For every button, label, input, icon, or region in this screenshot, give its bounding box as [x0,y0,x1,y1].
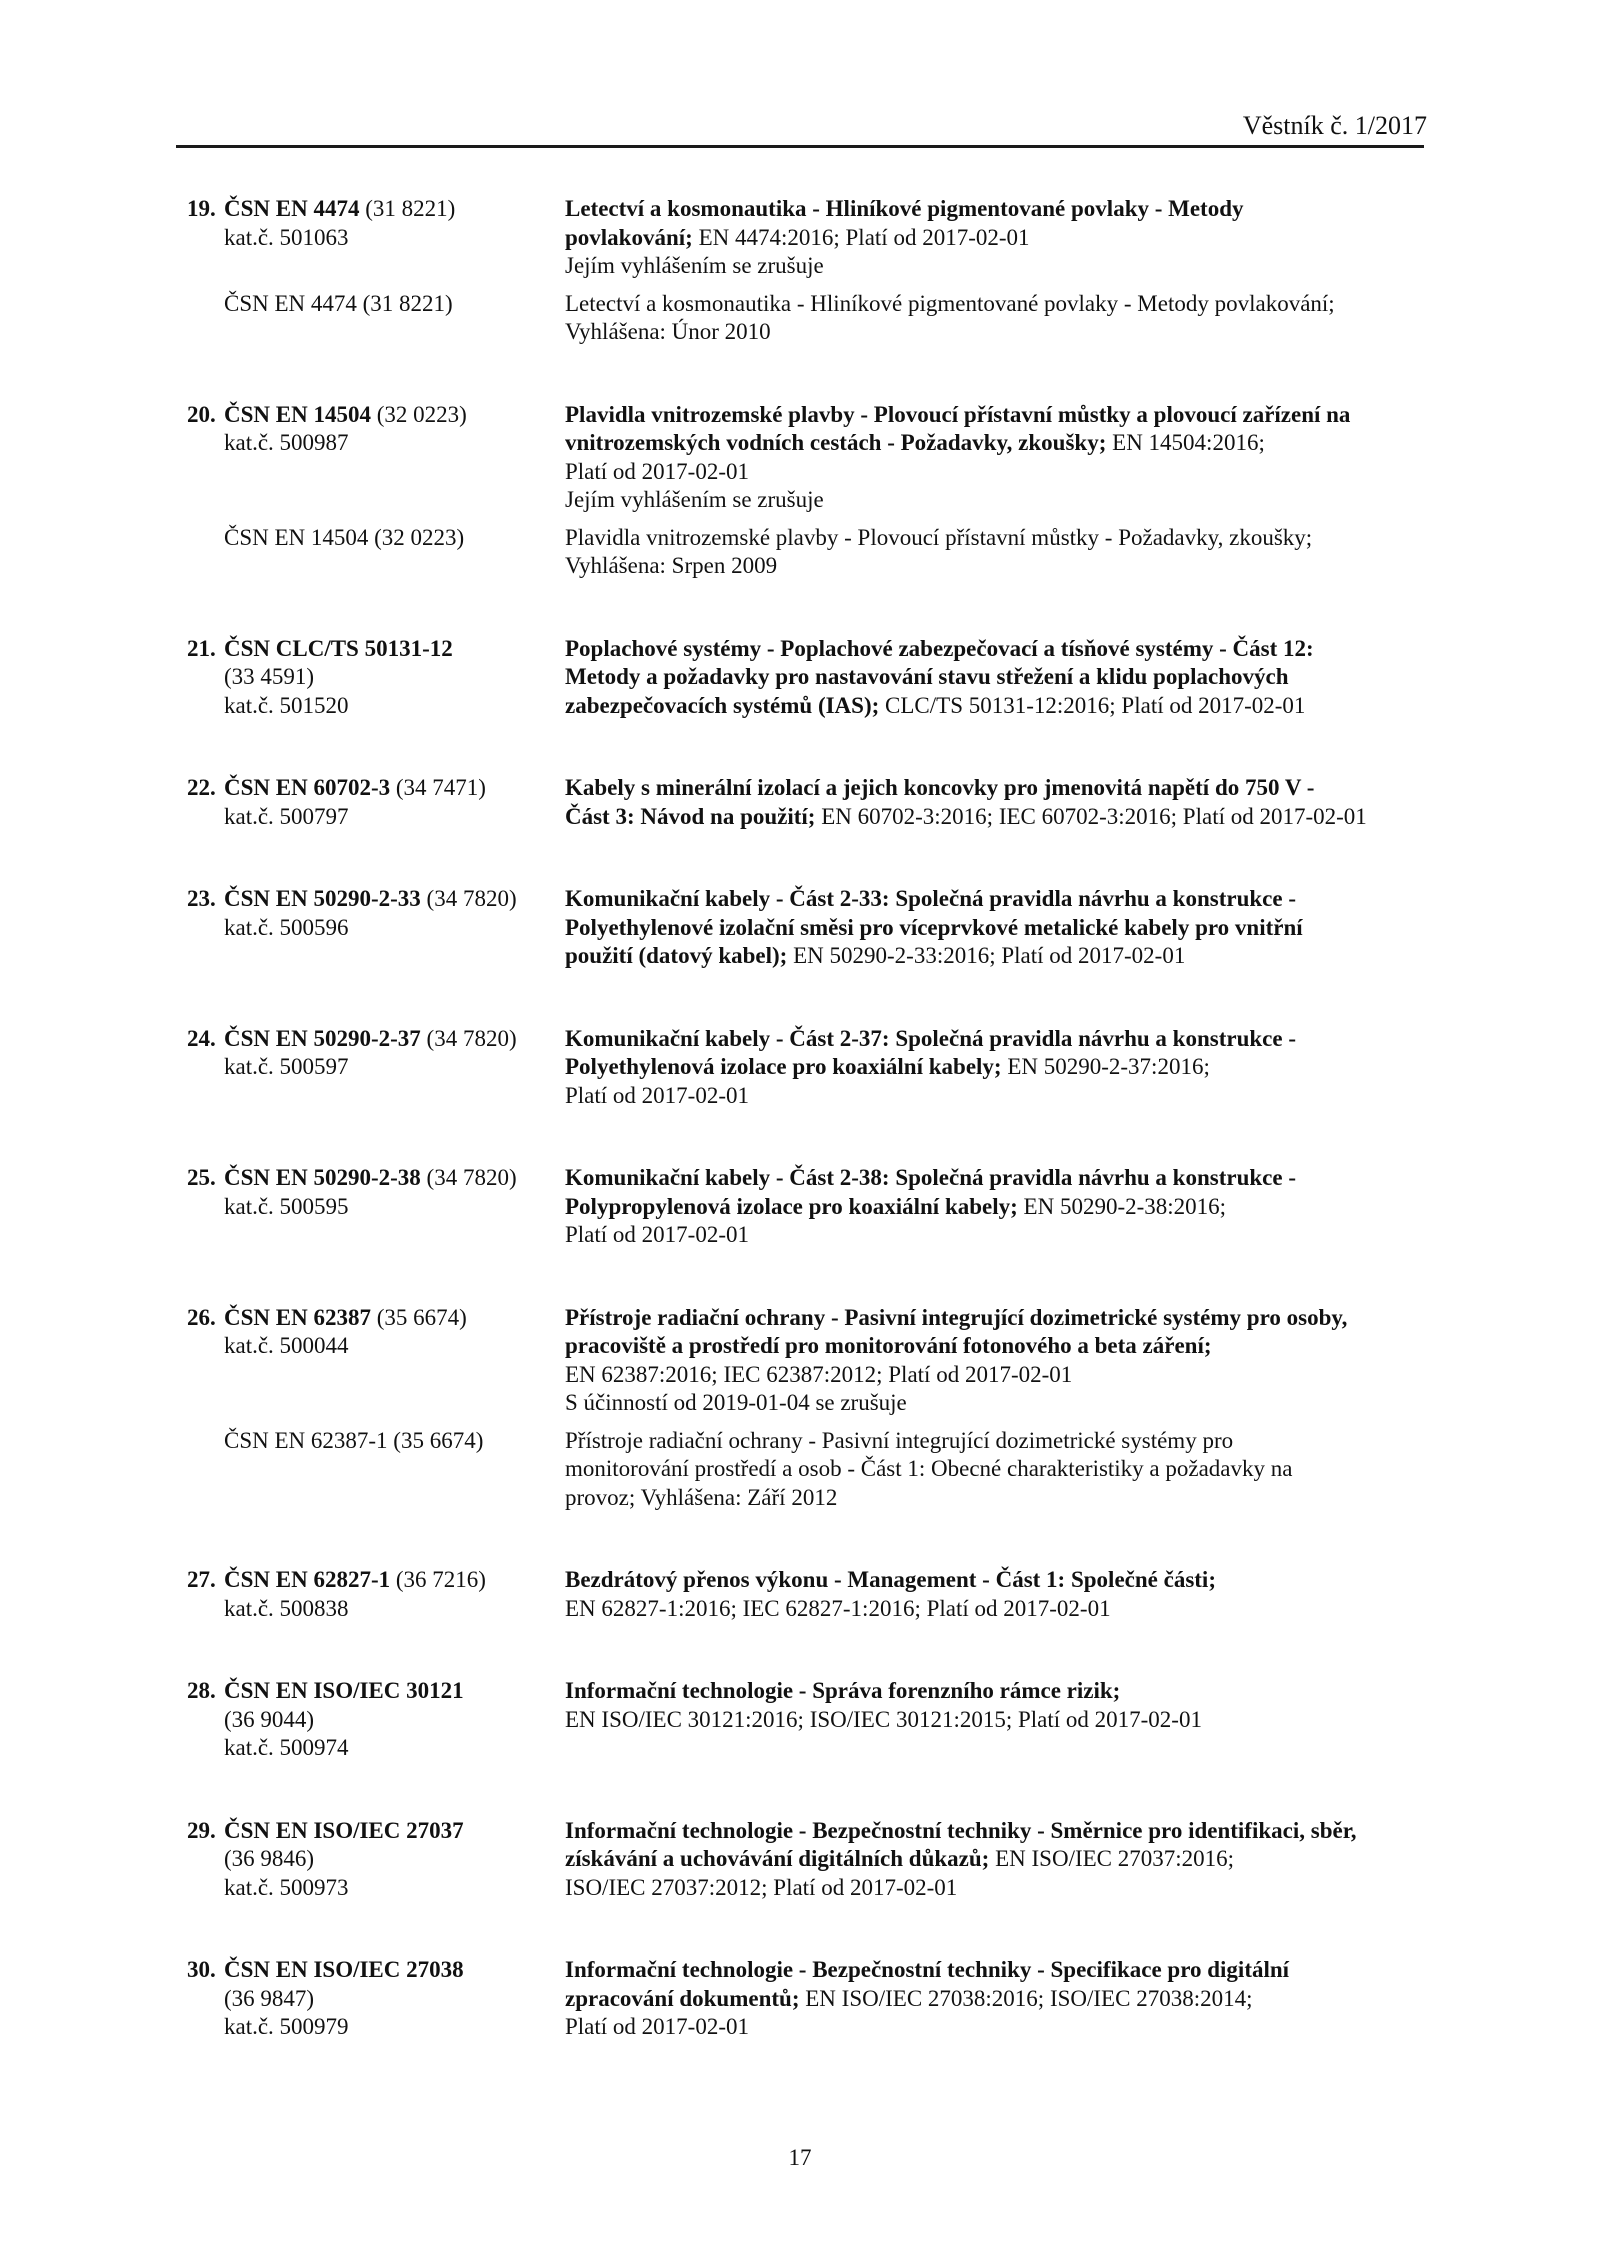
entry-text-regular: EN ISO/IEC 27037:2016; [989,1846,1235,1871]
entry-catalog-number: kat.č. 500797 [224,803,349,829]
entry-text-regular: EN 60702-3:2016; IEC 60702-3:2016; Platí od 2017-02-01 [815,803,1367,829]
entry-left-column [187,1566,565,1623]
entry-text-line [565,1332,1467,1361]
entry-details [565,635,1467,721]
entry-left-column [187,1956,565,2042]
entry-main-row [187,195,1467,281]
entry-main-row [187,885,1467,971]
entry-details [565,1025,1467,1111]
entry-designation: ČSN EN 4474 [224,196,360,221]
entry-text-regular: EN 50290-2-37:2016; [1001,1054,1210,1079]
entry-title-bold: Polyethylenové izolační směsi pro víceprvkové metalické kabely pro vnitřní [565,914,1303,940]
entry-text-line [565,1845,1467,1874]
entry-details [565,774,1467,831]
entry-text-regular: Platí od 2017-02-01 [565,458,749,484]
entry-text-regular: EN 50290-2-33:2016; Platí od 2017-02-01 [787,943,1186,968]
entry-title-bold: zpracování dokumentů; [565,1985,800,2011]
replaced-standard-row [187,524,1467,581]
entry-title-bold: Komunikační kabely - Část 2-37: Společná pravidla návrhu a konstrukce - [565,1025,1296,1051]
entry-text-line [565,1389,1467,1418]
entry-number: 21. [187,635,216,661]
entry-designation-line [187,885,565,914]
entry-class-code: (34 7820) [420,1165,517,1190]
entry-left-column [187,1304,565,1361]
entry-details [565,885,1467,971]
entry-designation: ČSN EN 50290-2-33 [224,886,421,911]
entry-class-code: (36 7216) [390,1567,486,1592]
entry-text-line [565,1595,1467,1624]
entry-class-code: (31 8221) [359,196,456,221]
entry-title-bold: Část 3: Návod na použití; [565,803,816,829]
entry-text-line [565,252,1467,281]
entry-text-line [565,224,1467,253]
entry-details [565,1164,1467,1250]
entry-number: 19. [187,196,216,221]
entry-details [565,1817,1467,1903]
entry-number: 29. [187,1817,216,1843]
entry-text-regular: Platí od 2017-02-01 [565,2014,749,2039]
entry-main-row [187,1956,1467,2042]
replaced-left-column [187,290,565,319]
entry-text-line [565,1817,1467,1846]
entry-text-line [565,774,1467,803]
entry-catalog-number: kat.č. 500044 [224,1333,349,1358]
standard-entry [187,1566,1467,1623]
entry-catalog-number: kat.č. 501063 [224,224,349,250]
entry-main-row [187,774,1467,831]
replaced-standard-row [187,1427,1467,1513]
entry-text-line [565,1985,1467,2014]
entry-main-row [187,1164,1467,1250]
entry-title-bold: Informační technologie - Bezpečnostní techniky - Směrnice pro identifikaci, sběr, [565,1817,1357,1843]
entry-designation: ČSN EN 60702-3 [224,775,391,800]
entry-text-regular: EN 62387:2016; IEC 62387:2012; Platí od 2017-02-01 [565,1361,1073,1387]
replaced-details [565,1427,1467,1513]
entry-title-bold: použití (datový kabel); [565,943,788,968]
replaced-left-column [187,1427,565,1456]
standard-entry [187,885,1467,971]
entry-number: 20. [187,401,216,427]
entry-class-code: (34 7820) [420,886,517,911]
entry-title-bold: Polypropylenová izolace pro koaxiální kabely; [565,1193,1018,1219]
page-number: 17 [788,2145,812,2170]
entry-designation-line [187,1164,565,1193]
entry-designation: ČSN EN 50290-2-38 [224,1165,421,1190]
entry-catalog-number: kat.č. 500596 [224,914,349,940]
entry-text-line [565,1566,1467,1595]
entry-class-line: (36 9846) [224,1846,315,1871]
entry-designation-line [187,1817,565,1846]
entry-designation-line [187,195,565,224]
entry-title-bold: Komunikační kabely - Část 2-33: Společná pravidla návrhu a konstrukce - [565,886,1296,911]
entry-catalog-number: kat.č. 500838 [224,1595,349,1621]
entry-text-line [565,1164,1467,1193]
entry-title-bold: Polyethylenová izolace pro koaxiální kabely; [565,1054,1002,1079]
entry-main-row [187,1304,1467,1418]
entry-left-column [187,774,565,831]
entry-text-line [565,1053,1467,1082]
entry-text-regular: Platí od 2017-02-01 [565,1082,749,1108]
entry-text-line [565,458,1467,487]
entry-text-regular: EN ISO/IEC 30121:2016; ISO/IEC 30121:2015; Platí od 2017-02-01 [565,1706,1202,1732]
entry-number: 28. [187,1678,216,1703]
replaced-designation: ČSN EN 4474 (31 8221) [224,290,453,316]
entry-text-line [565,1025,1467,1054]
entry-title-bold: Bezdrátový přenos výkonu - Management - Část 1: Společné části; [565,1567,1216,1592]
entry-left-column [187,1025,565,1082]
entry-designation-line [187,1304,565,1333]
entry-number: 27. [187,1567,216,1592]
entry-main-row [187,635,1467,721]
standard-entry [187,774,1467,831]
standard-entry [187,401,1467,581]
entry-text-regular: EN ISO/IEC 27038:2016; ISO/IEC 27038:2014; [799,1985,1253,2011]
entry-catalog-number: kat.č. 500974 [224,1735,349,1760]
replaced-text-line: provoz; Vyhlášena: Září 2012 [565,1484,838,1510]
header-rule [176,145,1424,148]
entry-text-regular: Jejím vyhlášením se zrušuje [565,253,824,278]
entry-catalog-number: kat.č. 500595 [224,1193,349,1219]
entry-main-row [187,1817,1467,1903]
entry-text-line [565,942,1467,971]
entry-text-line [565,1874,1467,1903]
entry-catalog-number: kat.č. 501520 [224,692,349,718]
entry-number: 30. [187,1957,216,1982]
entry-details [565,1677,1467,1734]
replaced-left-column [187,524,565,553]
entry-designation: ČSN EN 14504 [224,401,371,427]
entry-main-row [187,1025,1467,1111]
replaced-designation: ČSN EN 14504 (32 0223) [224,524,465,550]
entry-details [565,401,1467,515]
entry-title-bold: Informační technologie - Bezpečnostní techniky - Specifikace pro digitální [565,1957,1290,1982]
entry-text-line [565,2013,1467,2042]
entry-text-line [565,195,1467,224]
entry-catalog-number: kat.č. 500979 [224,2014,349,2039]
entry-text-line [565,1221,1467,1250]
replaced-text-line: monitorování prostředí a osob - Část 1: Obecné charakteristiky a požadavky na [565,1456,1293,1481]
entry-text-regular: ISO/IEC 27037:2012; Platí od 2017-02-01 [565,1874,958,1900]
replaced-details [565,524,1467,581]
entry-designation-line [187,1566,565,1595]
entry-title-bold: povlakování; [565,224,693,250]
replaced-text-line: Letectví a kosmonautika - Hliníkové pigmentované povlaky - Metody povlakování; [565,290,1335,316]
replaced-text-line: Plavidla vnitrozemské plavby - Plovoucí přístavní můstky - Požadavky, zkoušky; [565,524,1313,550]
entry-details [565,1566,1467,1623]
entry-catalog-number: kat.č. 500987 [224,430,349,455]
entry-text-line [565,1082,1467,1111]
entry-main-row [187,401,1467,515]
entry-catalog-number: kat.č. 500597 [224,1054,349,1079]
entry-title-bold: Letectví a kosmonautika - Hliníkové pigmentované povlaky - Metody [565,196,1244,221]
entry-text-line [565,885,1467,914]
entry-title-bold: Plavidla vnitrozemské plavby - Plovoucí přístavní můstky a plovoucí zařízení na [565,401,1351,427]
entry-text-regular: EN 4474:2016; Platí od 2017-02-01 [692,224,1030,250]
entry-class-code: (35 6674) [370,1304,467,1330]
replaced-text-line: Vyhlášena: Srpen 2009 [565,553,778,578]
entry-class-code: (34 7820) [420,1025,517,1051]
entry-title-bold: Informační technologie - Správa forenzního rámce rizik; [565,1678,1121,1703]
standard-entry [187,635,1467,721]
entry-catalog-number: kat.č. 500973 [224,1874,349,1900]
entry-number: 26. [187,1304,216,1330]
entry-text-regular: S účinností od 2019-01-04 se zrušuje [565,1390,907,1415]
entry-number: 25. [187,1165,216,1190]
entry-text-line [565,1361,1467,1390]
entry-details [565,1956,1467,2042]
entry-class-code: (34 7471) [390,775,486,800]
standard-entry [187,1304,1467,1513]
entry-main-row [187,1566,1467,1623]
entry-title-bold: Poplachové systémy - Poplachové zabezpečovací a tísňové systémy - Část 12: [565,635,1314,661]
entry-left-column [187,401,565,458]
entry-left-column [187,635,565,721]
page-footer [0,2144,1600,2173]
entry-designation-line [187,1956,565,1985]
entry-text-line [565,401,1467,430]
entry-text-line [565,914,1467,943]
page-header [1243,111,1427,141]
entry-designation-line [187,1025,565,1054]
replaced-details [565,290,1467,347]
entry-designation: ČSN EN ISO/IEC 30121 [224,1678,464,1703]
entry-title-bold: vnitrozemských vodních cestách - Požadavky, zkoušky; [565,430,1107,455]
entry-class-line: (33 4591) [224,664,315,689]
entry-text-regular: Platí od 2017-02-01 [565,1222,749,1247]
entry-designation: ČSN CLC/TS 50131-12 [224,635,453,661]
entry-left-column [187,1817,565,1903]
entry-number: 23. [187,886,216,911]
entry-text-line [565,803,1467,832]
entry-designation-line [187,635,565,664]
entry-title-bold: Přístroje radiační ochrany - Pasivní integrující dozimetrické systémy pro osoby, [565,1304,1348,1330]
entry-left-column [187,195,565,252]
entry-designation: ČSN EN ISO/IEC 27038 [224,1957,464,1982]
entry-main-row [187,1677,1467,1763]
entry-text-line [565,1304,1467,1333]
entry-left-column [187,1677,565,1763]
entry-details [565,195,1467,281]
entry-designation-line [187,774,565,803]
entry-text-line [565,1706,1467,1735]
entry-text-regular: CLC/TS 50131-12:2016; Platí od 2017-02-01 [879,692,1306,718]
standard-entry [187,1164,1467,1250]
entry-text-line [565,1193,1467,1222]
standard-entry [187,1677,1467,1763]
replaced-text-line: Přístroje radiační ochrany - Pasivní integrující dozimetrické systémy pro [565,1427,1234,1453]
entry-number: 22. [187,775,216,800]
entry-text-line [565,429,1467,458]
entry-class-line: (36 9847) [224,1985,315,2011]
entry-class-code: (32 0223) [370,401,467,427]
entry-title-bold: Kabely s minerální izolací a jejich koncovky pro jmenovitá napětí do 750 V - [565,775,1315,800]
entry-text-regular: EN 50290-2-38:2016; [1017,1193,1227,1219]
entry-title-bold: zabezpečovacích systémů (IAS); [565,692,880,718]
replaced-standard-row [187,290,1467,347]
standard-entry [187,1956,1467,2042]
entry-designation: ČSN EN 62827-1 [224,1567,391,1592]
entry-title-bold: Komunikační kabely - Část 2-38: Společná pravidla návrhu a konstrukce - [565,1165,1296,1190]
standard-entry [187,195,1467,347]
replaced-text-line: Vyhlášena: Únor 2010 [565,319,771,344]
entry-text-regular: EN 14504:2016; [1106,430,1265,455]
entry-text-line [565,486,1467,515]
entry-designation: ČSN EN 62387 [224,1304,371,1330]
standard-entry [187,1025,1467,1111]
entry-left-column [187,1164,565,1221]
entry-designation-line [187,401,565,430]
entry-designation: ČSN EN 50290-2-37 [224,1025,421,1051]
standards-list [187,195,1467,2096]
entry-text-line [565,1677,1467,1706]
entry-left-column [187,885,565,942]
header-title: Věstník č. 1/2017 [1242,111,1427,140]
entry-text-regular: EN 62827-1:2016; IEC 62827-1:2016; Platí od 2017-02-01 [565,1595,1111,1621]
entry-designation: ČSN EN ISO/IEC 27037 [224,1817,464,1843]
entry-text-line [565,635,1467,664]
entry-text-line [565,692,1467,721]
entry-designation-line [187,1677,565,1706]
entry-text-regular: Jejím vyhlášením se zrušuje [565,487,824,512]
entry-text-line [565,663,1467,692]
entry-number: 24. [187,1025,216,1051]
entry-title-bold: získávání a uchovávání digitálních důkazů; [565,1846,990,1871]
entry-class-line: (36 9044) [224,1706,315,1732]
entry-title-bold: Metody a požadavky pro nastavování stavu střežení a klidu poplachových [565,664,1289,689]
standard-entry [187,1817,1467,1903]
entry-title-bold: pracoviště a prostředí pro monitorování fotonového a beta záření; [565,1333,1212,1358]
entry-text-line [565,1956,1467,1985]
replaced-designation: ČSN EN 62387-1 (35 6674) [224,1427,484,1453]
entry-details [565,1304,1467,1418]
